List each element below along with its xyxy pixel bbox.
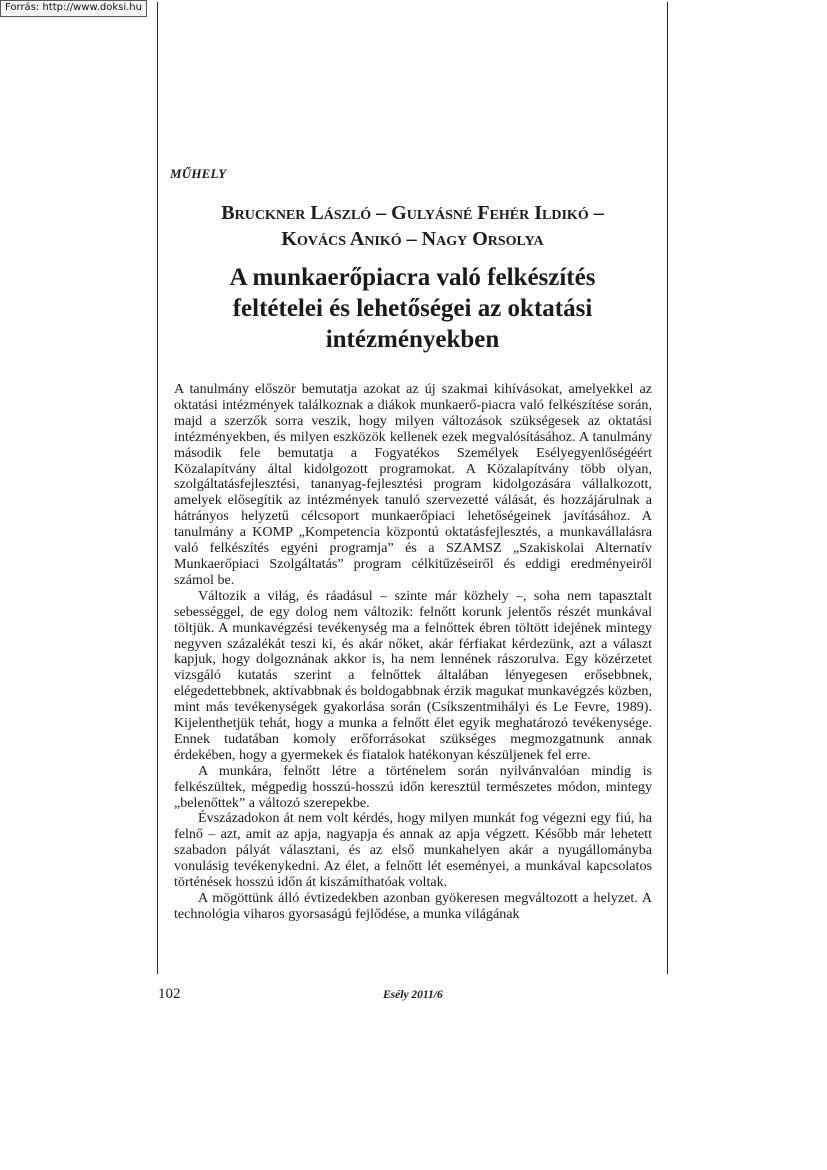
journal-name: Esély 2011/6 bbox=[383, 989, 443, 1001]
title-line-2: feltételei és lehetőségei az oktatási bbox=[232, 295, 593, 322]
page-number: 102 bbox=[158, 986, 181, 1002]
body-paragraph-3: Évszázadokon át nem volt kérdés, hogy milyen munkát fog végezni egy fiú, ha felnő – azt, amit az apja, nagyapja és annak az apja végzett. Később már lehetett szabadon pályát választani, és az első munkahelyen akár a nyugállományba vonulásig tevékenykedni. Az élet, a felnőtt lét eseményei, a munkával kapcsolatos történések hosszú időn át kiszámíthatóak voltak. bbox=[174, 810, 652, 891]
left-margin-rule bbox=[157, 2, 158, 974]
body-paragraph-1: Változik a világ, és ráadásul – szinte már közhely –, soha nem tapasztalt sebességgel, de egy dolog nem változik: felnőtt korunk jelentős részét munkával töltjük. A munkavégzési tevékenység ma a felnőttek ébren töltött idejének mintegy negyven százalékát teszi ki, és akár nőket, akár férfiakat kérdezünk, azt a választ kapjuk, hogy dolgoznának akkor is, ha nem lennének rászorulva. Egy közérzetet vizsgáló kutatás szerint a felnőttek általában lényegesen erősebbnek, elégedettebbnek, aktívabbnak és boldogabbnak érzik magukat munkavégzés közben, mint más tevékenységek gyakorlása során (Csíkszentmihályi és Le Fevre, 1989). Kijelenthetjük tehát, hogy a munka a felnőtt élet egyik meghatározó tevékenysége. Ennek tudatában komoly erőforrásokat szükséges megmozgatnunk annak érdekében, hogy a gyermekek és fiatalok hatékonyan készüljenek fel erre. bbox=[174, 587, 652, 763]
authors-line-1: Bruckner László – Gulyásné Fehér Ildikó – bbox=[221, 202, 604, 224]
source-label[interactable]: Forrás: http://www.doksi.hu bbox=[0, 0, 147, 17]
body-paragraph-2: A munkára, felnőtt létre a történelem során nyilvánvalóan mindig is felkészültek, mégpedig hosszú-hosszú időn keresztül természetes módon, mintegy „belenőttek” a változó szerepekbe. bbox=[174, 762, 652, 811]
authors bbox=[160, 200, 665, 252]
article-body bbox=[174, 382, 652, 923]
right-margin-rule bbox=[667, 2, 668, 974]
abstract-paragraph: A tanulmány először bemutatja azokat az új szakmai kihívásokat, amelyekkel az oktatási intézmények találkoznak a diákok munkaerő-piacra való felkészítése során, majd a szerzők sorra veszik, hogy milyen változások szükségesek az oktatási intézményekben, és milyen eszközök kellenek ezek megvalósításához. A tanulmány második fele bemutatja a Fogyatékos Személyek Esélyegyenlőségéért Közalapítvány által kidolgozott programokat. A Közalapítvány több olyan, szolgáltatásfejlesztési, tananyag-fejlesztési program kidolgozására vállalkozott, amelyek elősegítik az intézmények tanuló szervezetté válását, és hozzájárulnak a hátrányos helyzetű célcsoport munkaerőpiaci lehetőségeinek javításához. A tanulmány a KOMP „Kompetencia központú oktatásfejlesztés, a munkavállalásra való felkészítés egyéni programja” és a SZAMSZ „Szakiskolai Alternatív Munkaerőpiaci Szolgáltatás” program célkitűzéseiről és eddigi eredményeiről számol be. bbox=[174, 381, 652, 588]
title-line-1: A munkaerőpiacra való felkészítés bbox=[229, 264, 596, 291]
title-line-3: intézményekben bbox=[325, 326, 500, 353]
authors-line-2: Kovács Anikó – Nagy Orsolya bbox=[281, 228, 544, 250]
body-paragraph-4: A mögöttünk álló évtizedekben azonban gyökeresen megváltozott a helyzet. A technológia viharos gyorsaságú fejlődése, a munka világának bbox=[174, 890, 652, 922]
section-label: MŰHELY bbox=[170, 166, 227, 181]
article-title bbox=[160, 262, 665, 355]
